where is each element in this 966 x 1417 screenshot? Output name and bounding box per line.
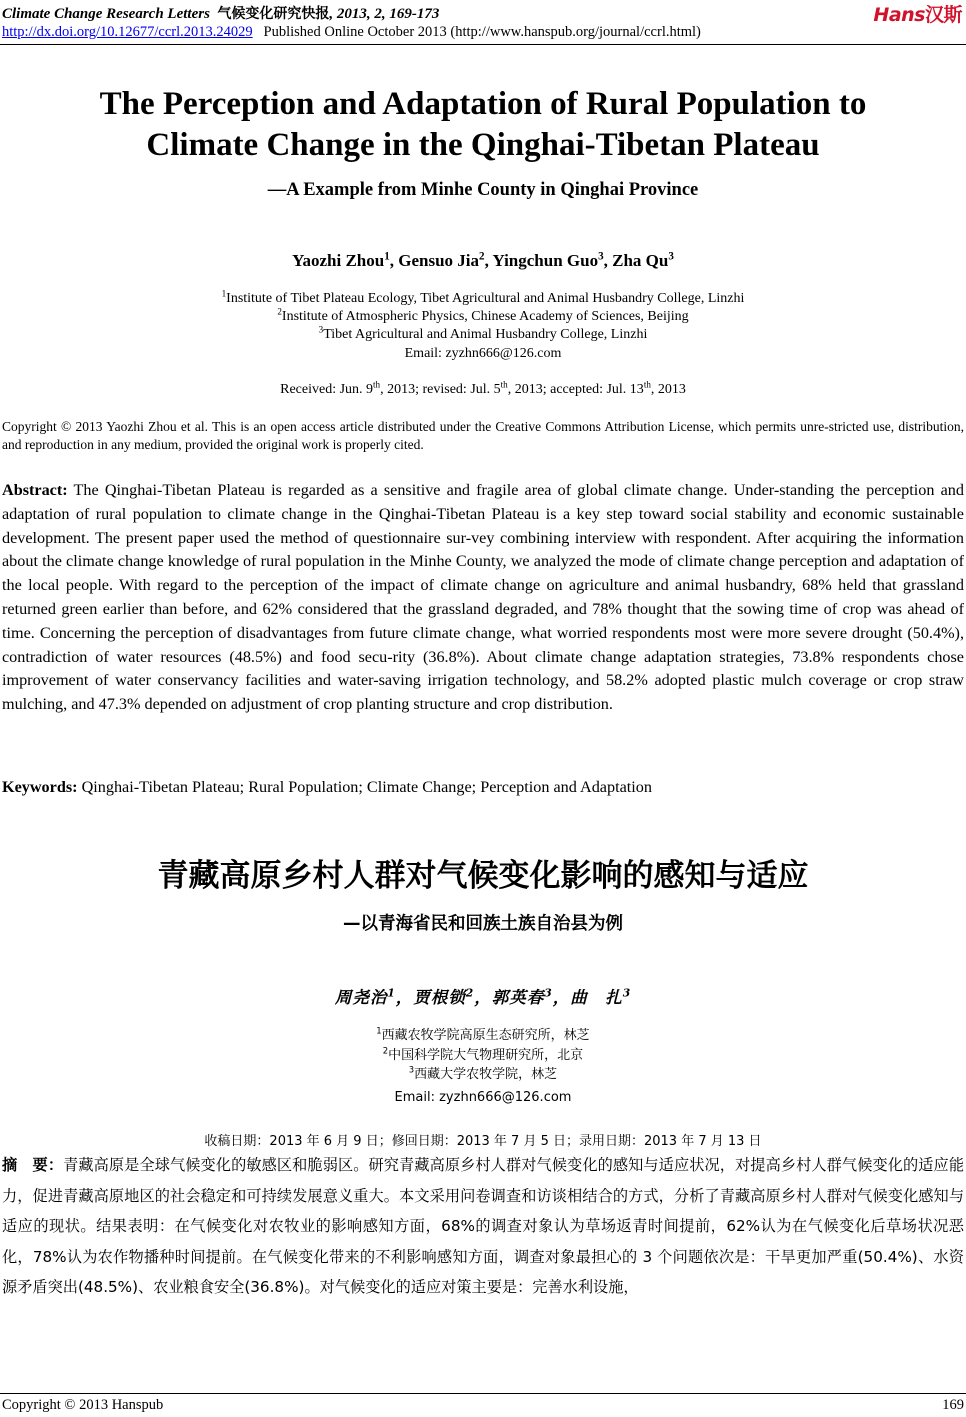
- page-number: 169: [942, 1397, 964, 1413]
- journal-name-cn: 气候变化研究快报: [217, 6, 330, 22]
- en-author-name: Yingchun Guo: [492, 251, 599, 270]
- abstract: [2, 479, 964, 717]
- en-affiliation-text: Tibet Agricultural and Animal Husbandry College, Linzhi: [323, 327, 648, 342]
- received-date: Received: Jun. 9: [280, 382, 374, 397]
- title-line-2: Climate Change in the Qinghai-Tibetan Plateau: [146, 127, 820, 163]
- cn-dates: 收稿日期：2013 年 6 月 9 日；修回日期：2013 年 7 月 5 日；录用日期：2013 年 7 月 13 日: [204, 1134, 762, 1149]
- dates-end: , 2013: [650, 382, 686, 397]
- received-sup: th: [373, 379, 381, 390]
- cn-author-name: 曲 扎: [570, 988, 623, 1007]
- email: Email: zyzhn666@126.com: [404, 346, 562, 361]
- cn-author-sep: ，: [552, 988, 571, 1007]
- en-author-sep: ,: [603, 251, 613, 270]
- abstract-label: Abstract:: [2, 481, 68, 499]
- footer-copyright: Copyright © 2013 Hanspub: [2, 1397, 164, 1413]
- cn-author-name: 郭英春: [491, 988, 545, 1007]
- cn-author-sep: ，: [395, 988, 414, 1007]
- published-online: Published Online October 2013 (http://www.hanspub.org/journal/ccrl.html): [263, 24, 701, 40]
- affiliations: [0, 290, 966, 344]
- en-author-sup: 2: [479, 250, 485, 263]
- cn-affiliation-text: 中国科学院大气物理研究所，北京: [388, 1047, 584, 1063]
- cn-affiliation: [0, 1026, 966, 1046]
- cn-affiliation: [0, 1046, 966, 1066]
- cn-affiliation-sup: 1: [376, 1025, 382, 1036]
- en-author-name: Yaozhi Zhou: [292, 251, 385, 270]
- en-affiliation-sup: 3: [318, 324, 324, 335]
- en-affiliation-text: Institute of Tibet Plateau Ecology, Tibet Agricultural and Animal Husbandry College, Linzhi: [226, 291, 745, 306]
- cn-affiliation-text: 西藏农牧学院高原生态研究所，林芝: [381, 1028, 590, 1043]
- en-affiliation: [0, 308, 966, 326]
- en-affiliation-sup: 1: [221, 288, 227, 299]
- journal-volume: , 2013, 2, 169-173: [329, 6, 440, 22]
- cn-author-list: [0, 984, 966, 1008]
- journal-name: Climate Change Research Letters: [2, 6, 210, 22]
- cn-abstract-text: 青藏高原是全球气候变化的敏感区和脆弱区。研究青藏高原乡村人群对气候变化的感知与适应状况，对提高乡村人群气候变化的适应能力，促进青藏高原地区的社会稳定和可持续发展意义重大。本文采用问卷调查和访谈相结合的方式，分析了青藏高原乡村人群对气候变化感知与适应的现状。结果表明：在气候变化对农牧业的影响感知方面，68%的调查对象认为草场返青时间提前，62%认为在气候变化后草场状况恶化，78%认为农作物播种时间提前。在气候变化带来的不利影响感知方面，调查对象最担心的 3 个问题依次是：干旱更加严重(50.4%)、水资源矛盾突出(48.5%)、农业粮食安全(36.8%)。对气候变化的适应对策主要是：完善水利设施，: [2, 1156, 965, 1296]
- abstract-text: The Qinghai-Tibetan Plateau is regarded as a sensitive and fragile area of global climate change. Under-standing the perception and adaptation of rural population to climate change in the Qinghai-Tibetan Plateau is a key step toward social stability and economic sustainable development. The present paper used the method of questionnaire sur-vey combining interview with respondent. After acquiring the information about the climate change knowledge of rural population in the Minhe County, we analyzed the mode of climate change perception and adaptation of the local people. With regard to the perception of the impact of climate change on agriculture and animal husbandry, 68% held that grassland returned green earlier than before, and 62% considered that the grassland degraded, and 78% thought that the sowing time of crop was ahead of time. Concerning the perception of disadvantages from future climate change, what worried respondents most were more severe drought (50.4%), contradiction of water resources (48.5%) and food secu-rity (36.8%). About climate change adaptation strategies, 73.8% respondents chose improvement of water conservancy facilities and water-saving irrigation technology, and 58.2% adopted plastic mulch coverage or crop straw mulching, and 47.3% depended on adjustment of crop planting structure and crop distribution.: [2, 481, 964, 714]
- keywords: [2, 778, 652, 797]
- cn-affiliation-sup: 2: [382, 1045, 389, 1056]
- en-author-sup: 3: [598, 250, 604, 263]
- en-author-sup: 3: [668, 250, 674, 263]
- journal-header: [2, 3, 439, 23]
- en-author-sep: ,: [484, 251, 493, 270]
- en-affiliation-text: Institute of Atmospheric Physics, Chinese Academy of Sciences, Beijing: [281, 309, 689, 324]
- cn-affiliation: [0, 1065, 966, 1085]
- cn-abstract: [2, 1150, 964, 1303]
- keywords-label: Keywords:: [2, 778, 78, 796]
- cn-abstract-label: 摘 要：: [2, 1156, 64, 1174]
- cn-affiliations: [0, 1026, 966, 1085]
- cn-author-sup: 3: [544, 986, 553, 1000]
- accepted-sup: th: [643, 379, 651, 390]
- cn-email: Email: zyzhn666@126.com: [394, 1090, 572, 1105]
- cn-author-name: 贾根锁: [413, 988, 466, 1007]
- cn-author-sep: ，: [474, 988, 492, 1007]
- en-affiliation-sup: 2: [277, 306, 282, 317]
- logo-text: Hans: [873, 4, 925, 26]
- header-rule: [0, 44, 966, 45]
- hans-logo: [873, 0, 962, 27]
- cn-title: 青藏高原乡村人群对气候变化影响的感知与适应: [157, 858, 809, 894]
- cn-author-sup: 2: [465, 986, 475, 1000]
- paper-subtitle: —A Example from Minhe County in Qinghai Province: [267, 180, 699, 200]
- dates-line: [0, 381, 966, 399]
- paper-title: [0, 84, 966, 166]
- doi-line: [2, 24, 701, 41]
- cn-author-name: 周尧治: [334, 988, 388, 1007]
- copyright-notice: Copyright © 2013 Yaozhi Zhou et al. This is an open access article distributed under the Creative Commons Attribution License, which permits unre-stricted use, distribution, and reproduction in any medium, provided the original work is properly cited.: [2, 419, 964, 452]
- keywords-text: Qinghai-Tibetan Plateau; Rural Population; Climate Change; Perception and Adaptation: [81, 778, 652, 796]
- en-author-name: Zha Qu: [612, 251, 669, 270]
- title-line-1: The Perception and Adaptation of Rural Population to: [99, 86, 867, 122]
- en-affiliation: [0, 290, 966, 308]
- author-list: [0, 251, 966, 271]
- cn-author-sup: 3: [622, 986, 632, 1000]
- en-affiliation: [0, 326, 966, 344]
- accepted-date: , 2013; accepted: Jul. 13: [507, 382, 644, 397]
- revised-sup: th: [500, 379, 508, 390]
- cn-affiliation-sup: 3: [408, 1064, 415, 1075]
- en-author-name: Gensuo Jia: [398, 251, 480, 270]
- en-author-sup: 1: [384, 250, 390, 263]
- logo-cn: 汉斯: [924, 4, 962, 26]
- en-author-sep: ,: [389, 251, 399, 270]
- cn-author-sup: 1: [387, 986, 396, 1000]
- doi-link[interactable]: http://dx.doi.org/10.12677/ccrl.2013.24029: [2, 24, 253, 40]
- footer-rule: [0, 1393, 966, 1394]
- revised-date: , 2013; revised: Jul. 5: [380, 382, 501, 397]
- cn-affiliation-text: 西藏大学农牧学院，林芝: [414, 1067, 558, 1082]
- cn-subtitle: —以青海省民和回族土族自治县为例: [343, 914, 623, 934]
